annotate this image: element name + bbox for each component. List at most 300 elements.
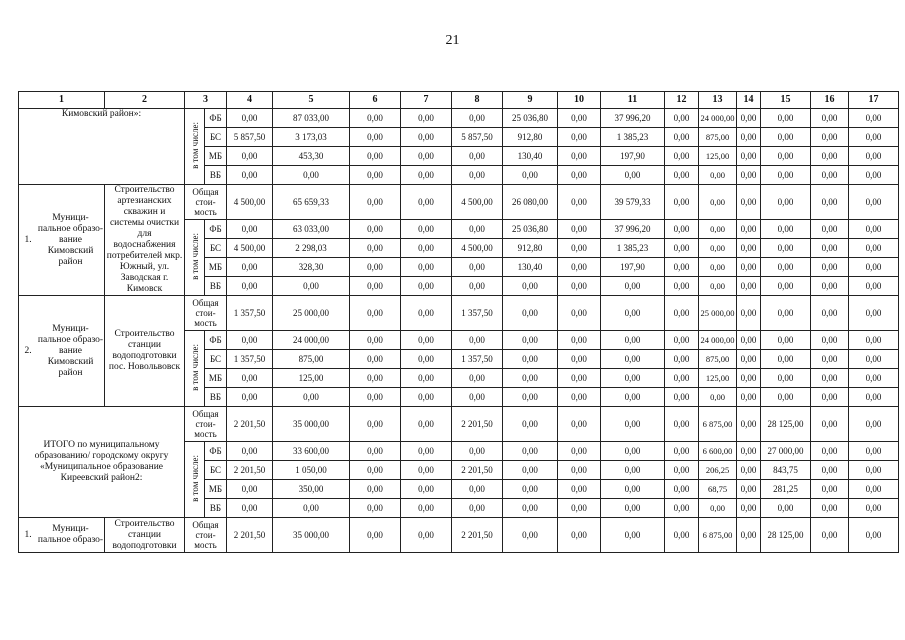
value-cell: 2 201,50 bbox=[227, 407, 273, 442]
value-cell: 25 000,00 bbox=[273, 296, 350, 331]
value-cell: 0,00 bbox=[350, 258, 401, 277]
value-cell: 0,00 bbox=[273, 277, 350, 296]
value-cell: 0,00 bbox=[401, 258, 452, 277]
value-cell: 0,00 bbox=[401, 388, 452, 407]
value-cell: 0,00 bbox=[699, 277, 737, 296]
value-cell: 0,00 bbox=[227, 109, 273, 128]
value-cell: 125,00 bbox=[273, 369, 350, 388]
value-cell: 0,00 bbox=[452, 220, 503, 239]
value-cell: 0,00 bbox=[761, 147, 811, 166]
value-cell: 0,00 bbox=[737, 258, 761, 277]
column-header: 7 bbox=[401, 92, 452, 109]
value-cell: 0,00 bbox=[350, 480, 401, 499]
header-row bbox=[19, 92, 899, 109]
value-cell: 0,00 bbox=[503, 388, 558, 407]
value-cell: 0,00 bbox=[665, 350, 699, 369]
value-cell: 0,00 bbox=[811, 518, 849, 553]
column-header: 11 bbox=[601, 92, 665, 109]
row-label: Общая стои-мость bbox=[185, 296, 227, 331]
value-cell: 0,00 bbox=[811, 296, 849, 331]
value-cell: 0,00 bbox=[665, 518, 699, 553]
vertical-label bbox=[185, 220, 205, 296]
value-cell: 0,00 bbox=[350, 220, 401, 239]
value-cell: 0,00 bbox=[811, 407, 849, 442]
value-cell: 0,00 bbox=[849, 185, 899, 220]
value-cell: 0,00 bbox=[503, 350, 558, 369]
value-cell: 0,00 bbox=[665, 128, 699, 147]
row-label: ФБ bbox=[205, 220, 227, 239]
value-cell: 125,00 bbox=[699, 369, 737, 388]
table-row bbox=[19, 407, 899, 442]
value-cell: 28 125,00 bbox=[761, 407, 811, 442]
value-cell: 0,00 bbox=[811, 369, 849, 388]
value-cell: 0,00 bbox=[665, 258, 699, 277]
value-cell: 0,00 bbox=[849, 518, 899, 553]
value-cell: 0,00 bbox=[350, 166, 401, 185]
value-cell: 0,00 bbox=[601, 388, 665, 407]
value-cell: 0,00 bbox=[452, 166, 503, 185]
value-cell: 0,00 bbox=[849, 296, 899, 331]
row-label: ВБ bbox=[205, 277, 227, 296]
row-label: Общая стои-мость bbox=[185, 518, 227, 553]
row-label: Общая стои-мость bbox=[185, 185, 227, 220]
value-cell: 68,75 bbox=[699, 480, 737, 499]
value-cell: 0,00 bbox=[737, 128, 761, 147]
value-cell: 0,00 bbox=[401, 185, 452, 220]
value-cell: 0,00 bbox=[227, 499, 273, 518]
value-cell: 0,00 bbox=[503, 296, 558, 331]
value-cell: 0,00 bbox=[401, 499, 452, 518]
value-cell: 0,00 bbox=[227, 480, 273, 499]
column-header: 17 bbox=[849, 92, 899, 109]
value-cell: 0,00 bbox=[665, 407, 699, 442]
value-cell: 0,00 bbox=[503, 442, 558, 461]
value-cell: 875,00 bbox=[699, 350, 737, 369]
value-cell: 2 298,03 bbox=[273, 239, 350, 258]
value-cell: 0,00 bbox=[699, 166, 737, 185]
value-cell: 0,00 bbox=[737, 442, 761, 461]
value-cell: 25 000,00 bbox=[699, 296, 737, 331]
value-cell: 0,00 bbox=[503, 369, 558, 388]
value-cell: 0,00 bbox=[849, 128, 899, 147]
value-cell: 0,00 bbox=[452, 109, 503, 128]
value-cell: 0,00 bbox=[811, 166, 849, 185]
value-cell: 0,00 bbox=[503, 277, 558, 296]
row-label: МБ bbox=[205, 369, 227, 388]
value-cell: 0,00 bbox=[601, 407, 665, 442]
value-cell: 0,00 bbox=[665, 442, 699, 461]
column-header: 10 bbox=[558, 92, 601, 109]
value-cell: 0,00 bbox=[737, 407, 761, 442]
value-cell: 130,40 bbox=[503, 258, 558, 277]
value-cell: 0,00 bbox=[849, 220, 899, 239]
value-cell: 0,00 bbox=[452, 147, 503, 166]
row-label: ФБ bbox=[205, 331, 227, 350]
project-description: Строительство артезианских скважин и системы очистки для водоснабжения потребителей мкр. Южный, ул. Заводская г. Кимовск bbox=[105, 185, 185, 296]
value-cell: 24 000,00 bbox=[273, 331, 350, 350]
value-cell: 0,00 bbox=[558, 388, 601, 407]
value-cell: 0,00 bbox=[558, 147, 601, 166]
value-cell: 0,00 bbox=[350, 128, 401, 147]
value-cell: 0,00 bbox=[665, 296, 699, 331]
value-cell: 4 500,00 bbox=[452, 185, 503, 220]
table-row bbox=[19, 185, 899, 220]
value-cell: 0,00 bbox=[737, 350, 761, 369]
value-cell: 0,00 bbox=[401, 128, 452, 147]
value-cell: 25 036,80 bbox=[503, 220, 558, 239]
vertical-label bbox=[185, 331, 205, 407]
value-cell: 0,00 bbox=[811, 480, 849, 499]
value-cell: 0,00 bbox=[849, 109, 899, 128]
value-cell: 0,00 bbox=[665, 369, 699, 388]
column-header: 1 bbox=[19, 92, 105, 109]
value-cell: 6 875,00 bbox=[699, 518, 737, 553]
value-cell: 0,00 bbox=[227, 388, 273, 407]
value-cell: 6 875,00 bbox=[699, 407, 737, 442]
value-cell: 0,00 bbox=[503, 518, 558, 553]
value-cell: 0,00 bbox=[737, 277, 761, 296]
value-cell: 0,00 bbox=[503, 407, 558, 442]
column-header: 12 bbox=[665, 92, 699, 109]
value-cell: 125,00 bbox=[699, 147, 737, 166]
budget-table bbox=[18, 91, 899, 553]
value-cell: 0,00 bbox=[699, 499, 737, 518]
value-cell: 0,00 bbox=[558, 166, 601, 185]
value-cell: 0,00 bbox=[737, 331, 761, 350]
value-cell: 0,00 bbox=[558, 480, 601, 499]
value-cell: 0,00 bbox=[503, 331, 558, 350]
value-cell: 0,00 bbox=[811, 128, 849, 147]
row-number: 2. bbox=[24, 345, 32, 356]
value-cell: 0,00 bbox=[503, 461, 558, 480]
column-header: 14 bbox=[737, 92, 761, 109]
vertical-label bbox=[185, 442, 205, 518]
value-cell: 87 033,00 bbox=[273, 109, 350, 128]
value-cell: 0,00 bbox=[558, 499, 601, 518]
value-cell: 0,00 bbox=[737, 499, 761, 518]
value-cell: 0,00 bbox=[811, 239, 849, 258]
value-cell: 0,00 bbox=[849, 350, 899, 369]
value-cell: 0,00 bbox=[558, 518, 601, 553]
value-cell: 0,00 bbox=[761, 185, 811, 220]
row-number: 1. bbox=[24, 529, 32, 540]
value-cell: 0,00 bbox=[227, 442, 273, 461]
value-cell: 0,00 bbox=[401, 109, 452, 128]
value-cell: 35 000,00 bbox=[273, 407, 350, 442]
value-cell: 0,00 bbox=[227, 166, 273, 185]
value-cell: 3 173,03 bbox=[273, 128, 350, 147]
value-cell: 875,00 bbox=[699, 128, 737, 147]
value-cell: 0,00 bbox=[452, 442, 503, 461]
value-cell: 0,00 bbox=[401, 296, 452, 331]
value-cell: 0,00 bbox=[601, 296, 665, 331]
column-header: 13 bbox=[699, 92, 737, 109]
value-cell: 281,25 bbox=[761, 480, 811, 499]
value-cell: 0,00 bbox=[849, 388, 899, 407]
column-header: 2 bbox=[105, 92, 185, 109]
value-cell: 0,00 bbox=[601, 461, 665, 480]
value-cell: 1 357,50 bbox=[452, 296, 503, 331]
value-cell: 0,00 bbox=[273, 499, 350, 518]
value-cell: 2 201,50 bbox=[227, 518, 273, 553]
value-cell: 0,00 bbox=[761, 331, 811, 350]
value-cell: 0,00 bbox=[761, 369, 811, 388]
value-cell: 0,00 bbox=[452, 499, 503, 518]
value-cell: 0,00 bbox=[699, 388, 737, 407]
row-label: ВБ bbox=[205, 166, 227, 185]
value-cell: 0,00 bbox=[273, 166, 350, 185]
value-cell: 0,00 bbox=[699, 185, 737, 220]
project-cell bbox=[19, 518, 105, 553]
value-cell: 0,00 bbox=[350, 369, 401, 388]
value-cell: 0,00 bbox=[601, 499, 665, 518]
value-cell: 0,00 bbox=[401, 442, 452, 461]
value-cell: 0,00 bbox=[665, 277, 699, 296]
column-header: 3 bbox=[185, 92, 227, 109]
value-cell: 0,00 bbox=[401, 166, 452, 185]
section-title: ИТОГО по муниципальному образованию/ городскому округу «Муниципальное образование Киреевский район2: bbox=[19, 407, 185, 518]
value-cell: 0,00 bbox=[452, 277, 503, 296]
value-cell: 65 659,33 bbox=[273, 185, 350, 220]
organization: Муници-пальное образо-вание Кимовский район bbox=[37, 323, 104, 378]
value-cell: 350,00 bbox=[273, 480, 350, 499]
value-cell: 0,00 bbox=[601, 480, 665, 499]
row-label: МБ bbox=[205, 480, 227, 499]
value-cell: 0,00 bbox=[761, 258, 811, 277]
value-cell: 0,00 bbox=[558, 185, 601, 220]
value-cell: 0,00 bbox=[273, 388, 350, 407]
value-cell: 0,00 bbox=[227, 369, 273, 388]
row-label: БС bbox=[205, 461, 227, 480]
value-cell: 24 000,00 bbox=[699, 331, 737, 350]
value-cell: 1 050,00 bbox=[273, 461, 350, 480]
value-cell: 0,00 bbox=[665, 166, 699, 185]
value-cell: 0,00 bbox=[350, 499, 401, 518]
value-cell: 328,30 bbox=[273, 258, 350, 277]
value-cell: 0,00 bbox=[665, 147, 699, 166]
value-cell: 912,80 bbox=[503, 128, 558, 147]
vertical-label bbox=[185, 109, 205, 185]
row-label: ВБ bbox=[205, 388, 227, 407]
value-cell: 0,00 bbox=[811, 220, 849, 239]
value-cell: 0,00 bbox=[227, 277, 273, 296]
value-cell: 6 600,00 bbox=[699, 442, 737, 461]
value-cell: 0,00 bbox=[849, 277, 899, 296]
value-cell: 39 579,33 bbox=[601, 185, 665, 220]
row-label: БС bbox=[205, 128, 227, 147]
value-cell: 37 996,20 bbox=[601, 220, 665, 239]
value-cell: 2 201,50 bbox=[227, 461, 273, 480]
value-cell: 0,00 bbox=[761, 109, 811, 128]
value-cell: 0,00 bbox=[401, 461, 452, 480]
value-cell: 0,00 bbox=[558, 407, 601, 442]
value-cell: 2 201,50 bbox=[452, 518, 503, 553]
value-cell: 0,00 bbox=[665, 499, 699, 518]
column-header: 9 bbox=[503, 92, 558, 109]
value-cell: 0,00 bbox=[350, 277, 401, 296]
value-cell: 0,00 bbox=[452, 331, 503, 350]
column-header: 16 bbox=[811, 92, 849, 109]
value-cell: 0,00 bbox=[601, 518, 665, 553]
row-label: БС bbox=[205, 350, 227, 369]
value-cell: 0,00 bbox=[558, 461, 601, 480]
row-label: ФБ bbox=[205, 109, 227, 128]
value-cell: 0,00 bbox=[452, 258, 503, 277]
value-cell: 0,00 bbox=[350, 109, 401, 128]
value-cell: 26 080,00 bbox=[503, 185, 558, 220]
organization: Муници-пальное образо-вание Кимовский район bbox=[37, 212, 104, 267]
vertical-label-text: в том числе: bbox=[189, 122, 200, 169]
value-cell: 4 500,00 bbox=[227, 185, 273, 220]
value-cell: 0,00 bbox=[737, 147, 761, 166]
value-cell: 843,75 bbox=[761, 461, 811, 480]
value-cell: 0,00 bbox=[849, 461, 899, 480]
project-description: Строительство станции водоподготовки пос. Новольвовск bbox=[105, 296, 185, 407]
value-cell: 33 600,00 bbox=[273, 442, 350, 461]
value-cell: 0,00 bbox=[350, 185, 401, 220]
value-cell: 0,00 bbox=[761, 166, 811, 185]
row-label: МБ bbox=[205, 258, 227, 277]
value-cell: 0,00 bbox=[601, 369, 665, 388]
value-cell: 27 000,00 bbox=[761, 442, 811, 461]
value-cell: 0,00 bbox=[350, 518, 401, 553]
row-label: ВБ bbox=[205, 499, 227, 518]
value-cell: 0,00 bbox=[761, 296, 811, 331]
value-cell: 0,00 bbox=[350, 239, 401, 258]
value-cell: 0,00 bbox=[737, 480, 761, 499]
value-cell: 0,00 bbox=[350, 350, 401, 369]
value-cell: 2 201,50 bbox=[452, 461, 503, 480]
value-cell: 0,00 bbox=[737, 239, 761, 258]
value-cell: 0,00 bbox=[452, 388, 503, 407]
column-header: 15 bbox=[761, 92, 811, 109]
project-description: Строительство станции водоподготовки bbox=[105, 518, 185, 553]
column-header: 6 bbox=[350, 92, 401, 109]
value-cell: 0,00 bbox=[665, 109, 699, 128]
value-cell: 4 500,00 bbox=[227, 239, 273, 258]
value-cell: 0,00 bbox=[601, 442, 665, 461]
value-cell: 1 385,23 bbox=[601, 239, 665, 258]
value-cell: 0,00 bbox=[699, 239, 737, 258]
organization: Муници-пальное образо- bbox=[37, 524, 104, 545]
value-cell: 0,00 bbox=[811, 350, 849, 369]
page-number: 21 bbox=[445, 33, 460, 48]
value-cell: 0,00 bbox=[350, 442, 401, 461]
value-cell: 0,00 bbox=[601, 166, 665, 185]
value-cell: 0,00 bbox=[737, 369, 761, 388]
value-cell: 0,00 bbox=[401, 518, 452, 553]
value-cell: 0,00 bbox=[350, 407, 401, 442]
vertical-label-text: в том числе: bbox=[189, 344, 200, 391]
value-cell: 4 500,00 bbox=[452, 239, 503, 258]
value-cell: 0,00 bbox=[558, 296, 601, 331]
value-cell: 0,00 bbox=[761, 350, 811, 369]
value-cell: 0,00 bbox=[401, 480, 452, 499]
value-cell: 2 201,50 bbox=[452, 407, 503, 442]
value-cell: 0,00 bbox=[350, 147, 401, 166]
value-cell: 1 385,23 bbox=[601, 128, 665, 147]
vertical-label-text: в том числе: bbox=[189, 233, 200, 280]
value-cell: 0,00 bbox=[737, 109, 761, 128]
value-cell: 0,00 bbox=[811, 109, 849, 128]
row-label: БС bbox=[205, 239, 227, 258]
row-label: Общая стои-мость bbox=[185, 407, 227, 442]
value-cell: 0,00 bbox=[350, 296, 401, 331]
value-cell: 0,00 bbox=[811, 388, 849, 407]
vertical-label-text: в том числе: bbox=[189, 455, 200, 502]
value-cell: 130,40 bbox=[503, 147, 558, 166]
value-cell: 0,00 bbox=[401, 407, 452, 442]
value-cell: 0,00 bbox=[811, 147, 849, 166]
value-cell: 0,00 bbox=[601, 331, 665, 350]
value-cell: 0,00 bbox=[811, 258, 849, 277]
value-cell: 0,00 bbox=[350, 461, 401, 480]
value-cell: 0,00 bbox=[558, 128, 601, 147]
value-cell: 0,00 bbox=[665, 239, 699, 258]
value-cell: 0,00 bbox=[452, 369, 503, 388]
value-cell: 0,00 bbox=[227, 331, 273, 350]
value-cell: 0,00 bbox=[503, 499, 558, 518]
value-cell: 0,00 bbox=[849, 480, 899, 499]
value-cell: 0,00 bbox=[761, 388, 811, 407]
value-cell: 206,25 bbox=[699, 461, 737, 480]
value-cell: 28 125,00 bbox=[761, 518, 811, 553]
value-cell: 0,00 bbox=[761, 277, 811, 296]
value-cell: 0,00 bbox=[699, 220, 737, 239]
value-cell: 0,00 bbox=[811, 442, 849, 461]
value-cell: 0,00 bbox=[737, 518, 761, 553]
value-cell: 63 033,00 bbox=[273, 220, 350, 239]
value-cell: 5 857,50 bbox=[227, 128, 273, 147]
value-cell: 0,00 bbox=[601, 277, 665, 296]
value-cell: 0,00 bbox=[452, 480, 503, 499]
value-cell: 0,00 bbox=[665, 480, 699, 499]
value-cell: 875,00 bbox=[273, 350, 350, 369]
value-cell: 0,00 bbox=[665, 185, 699, 220]
value-cell: 0,00 bbox=[401, 147, 452, 166]
value-cell: 0,00 bbox=[761, 499, 811, 518]
table-row bbox=[19, 109, 899, 128]
value-cell: 0,00 bbox=[558, 350, 601, 369]
value-cell: 0,00 bbox=[558, 331, 601, 350]
value-cell: 0,00 bbox=[811, 461, 849, 480]
value-cell: 0,00 bbox=[601, 350, 665, 369]
value-cell: 0,00 bbox=[558, 220, 601, 239]
value-cell: 37 996,20 bbox=[601, 109, 665, 128]
value-cell: 0,00 bbox=[665, 388, 699, 407]
value-cell: 0,00 bbox=[401, 331, 452, 350]
value-cell: 0,00 bbox=[558, 258, 601, 277]
column-header: 8 bbox=[452, 92, 503, 109]
value-cell: 0,00 bbox=[811, 185, 849, 220]
value-cell: 1 357,50 bbox=[452, 350, 503, 369]
value-cell: 35 000,00 bbox=[273, 518, 350, 553]
row-number: 1. bbox=[24, 234, 32, 245]
value-cell: 0,00 bbox=[401, 239, 452, 258]
value-cell: 0,00 bbox=[665, 331, 699, 350]
value-cell: 0,00 bbox=[849, 407, 899, 442]
value-cell: 0,00 bbox=[849, 147, 899, 166]
value-cell: 0,00 bbox=[503, 166, 558, 185]
value-cell: 0,00 bbox=[737, 166, 761, 185]
value-cell: 25 036,80 bbox=[503, 109, 558, 128]
value-cell: 0,00 bbox=[558, 277, 601, 296]
value-cell: 0,00 bbox=[849, 331, 899, 350]
value-cell: 0,00 bbox=[849, 499, 899, 518]
section-title: Кимовский район»: bbox=[19, 109, 185, 185]
column-header: 4 bbox=[227, 92, 273, 109]
value-cell: 0,00 bbox=[665, 220, 699, 239]
